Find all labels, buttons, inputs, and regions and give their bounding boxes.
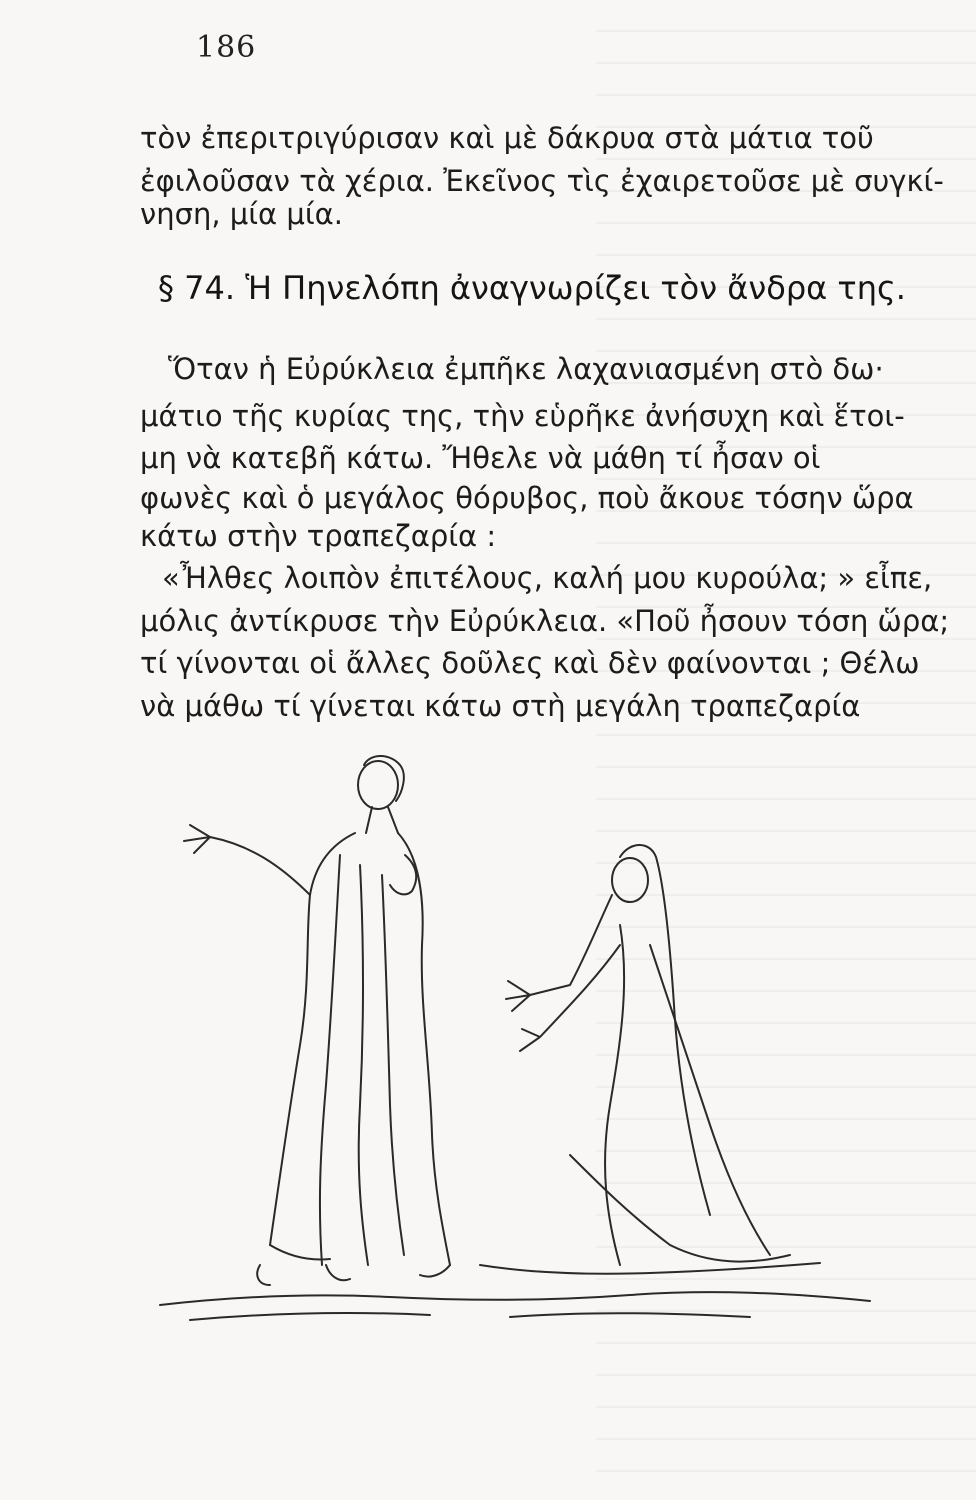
paragraph1-line-1: τὸν ἐπεριτριγύρισαν καὶ μὲ δάκρυα στὰ μάτια τοῦ — [140, 121, 874, 155]
paragraph3-line-3: τί γίνονται οἱ ἄλλες δοῦλες καὶ δὲν φαίνονται ; Θέλω — [140, 646, 920, 680]
seated-figure — [480, 845, 820, 1274]
section-heading: § 74. Ἡ Πηνελόπη ἀναγνωρίζει τὸν ἄνδρα της. — [158, 269, 906, 307]
paragraph1-line-2: ἐφιλοῦσαν τὰ χέρια. Ἐκεῖνος τὶς ἐχαιρετοῦσε μὲ συγκί- — [140, 164, 944, 198]
paragraph2-line-1: Ὅταν ἡ Εὐρύκλεια ἐμπῆκε λαχανιασμένη στὸ δω· — [168, 352, 884, 386]
page-number: 186 — [196, 30, 257, 65]
paragraph2-line-3: μη νὰ κατεβῆ κάτω. Ἤθελε νὰ μάθη τί ἦσαν οἱ — [140, 441, 821, 475]
paragraph3-line-2: μόλις ἀντίκρυσε τὴν Εὐρύκλεια. «Ποῦ ἦσουν τόση ὥρα; — [140, 604, 950, 638]
paragraph1-line-3: νηση, μία μία. — [140, 197, 343, 231]
paragraph2-line-5: κάτω στὴν τραπεζαρία : — [140, 519, 497, 553]
paragraph2-line-2: μάτιο τῆς κυρίας της, τὴν εὑρῆκε ἀνήσυχη καὶ ἕτοι- — [140, 399, 905, 433]
standing-figure — [184, 756, 450, 1285]
ground-line — [160, 1292, 870, 1320]
paragraph3-line-1: «Ἦλθες λοιπὸν ἐπιτέλους, καλή μου κυρούλα; » εἶπε, — [162, 561, 933, 595]
paragraph3-line-4: νὰ μάθω τί γίνεται κάτω στὴ μεγάλη τραπεζαρία — [140, 689, 861, 723]
paragraph2-line-4: φωνὲς καὶ ὁ μεγάλος θόρυβος, ποὺ ἄκουε τόσην ὥρα — [140, 481, 914, 515]
penelope-illustration — [150, 745, 890, 1365]
